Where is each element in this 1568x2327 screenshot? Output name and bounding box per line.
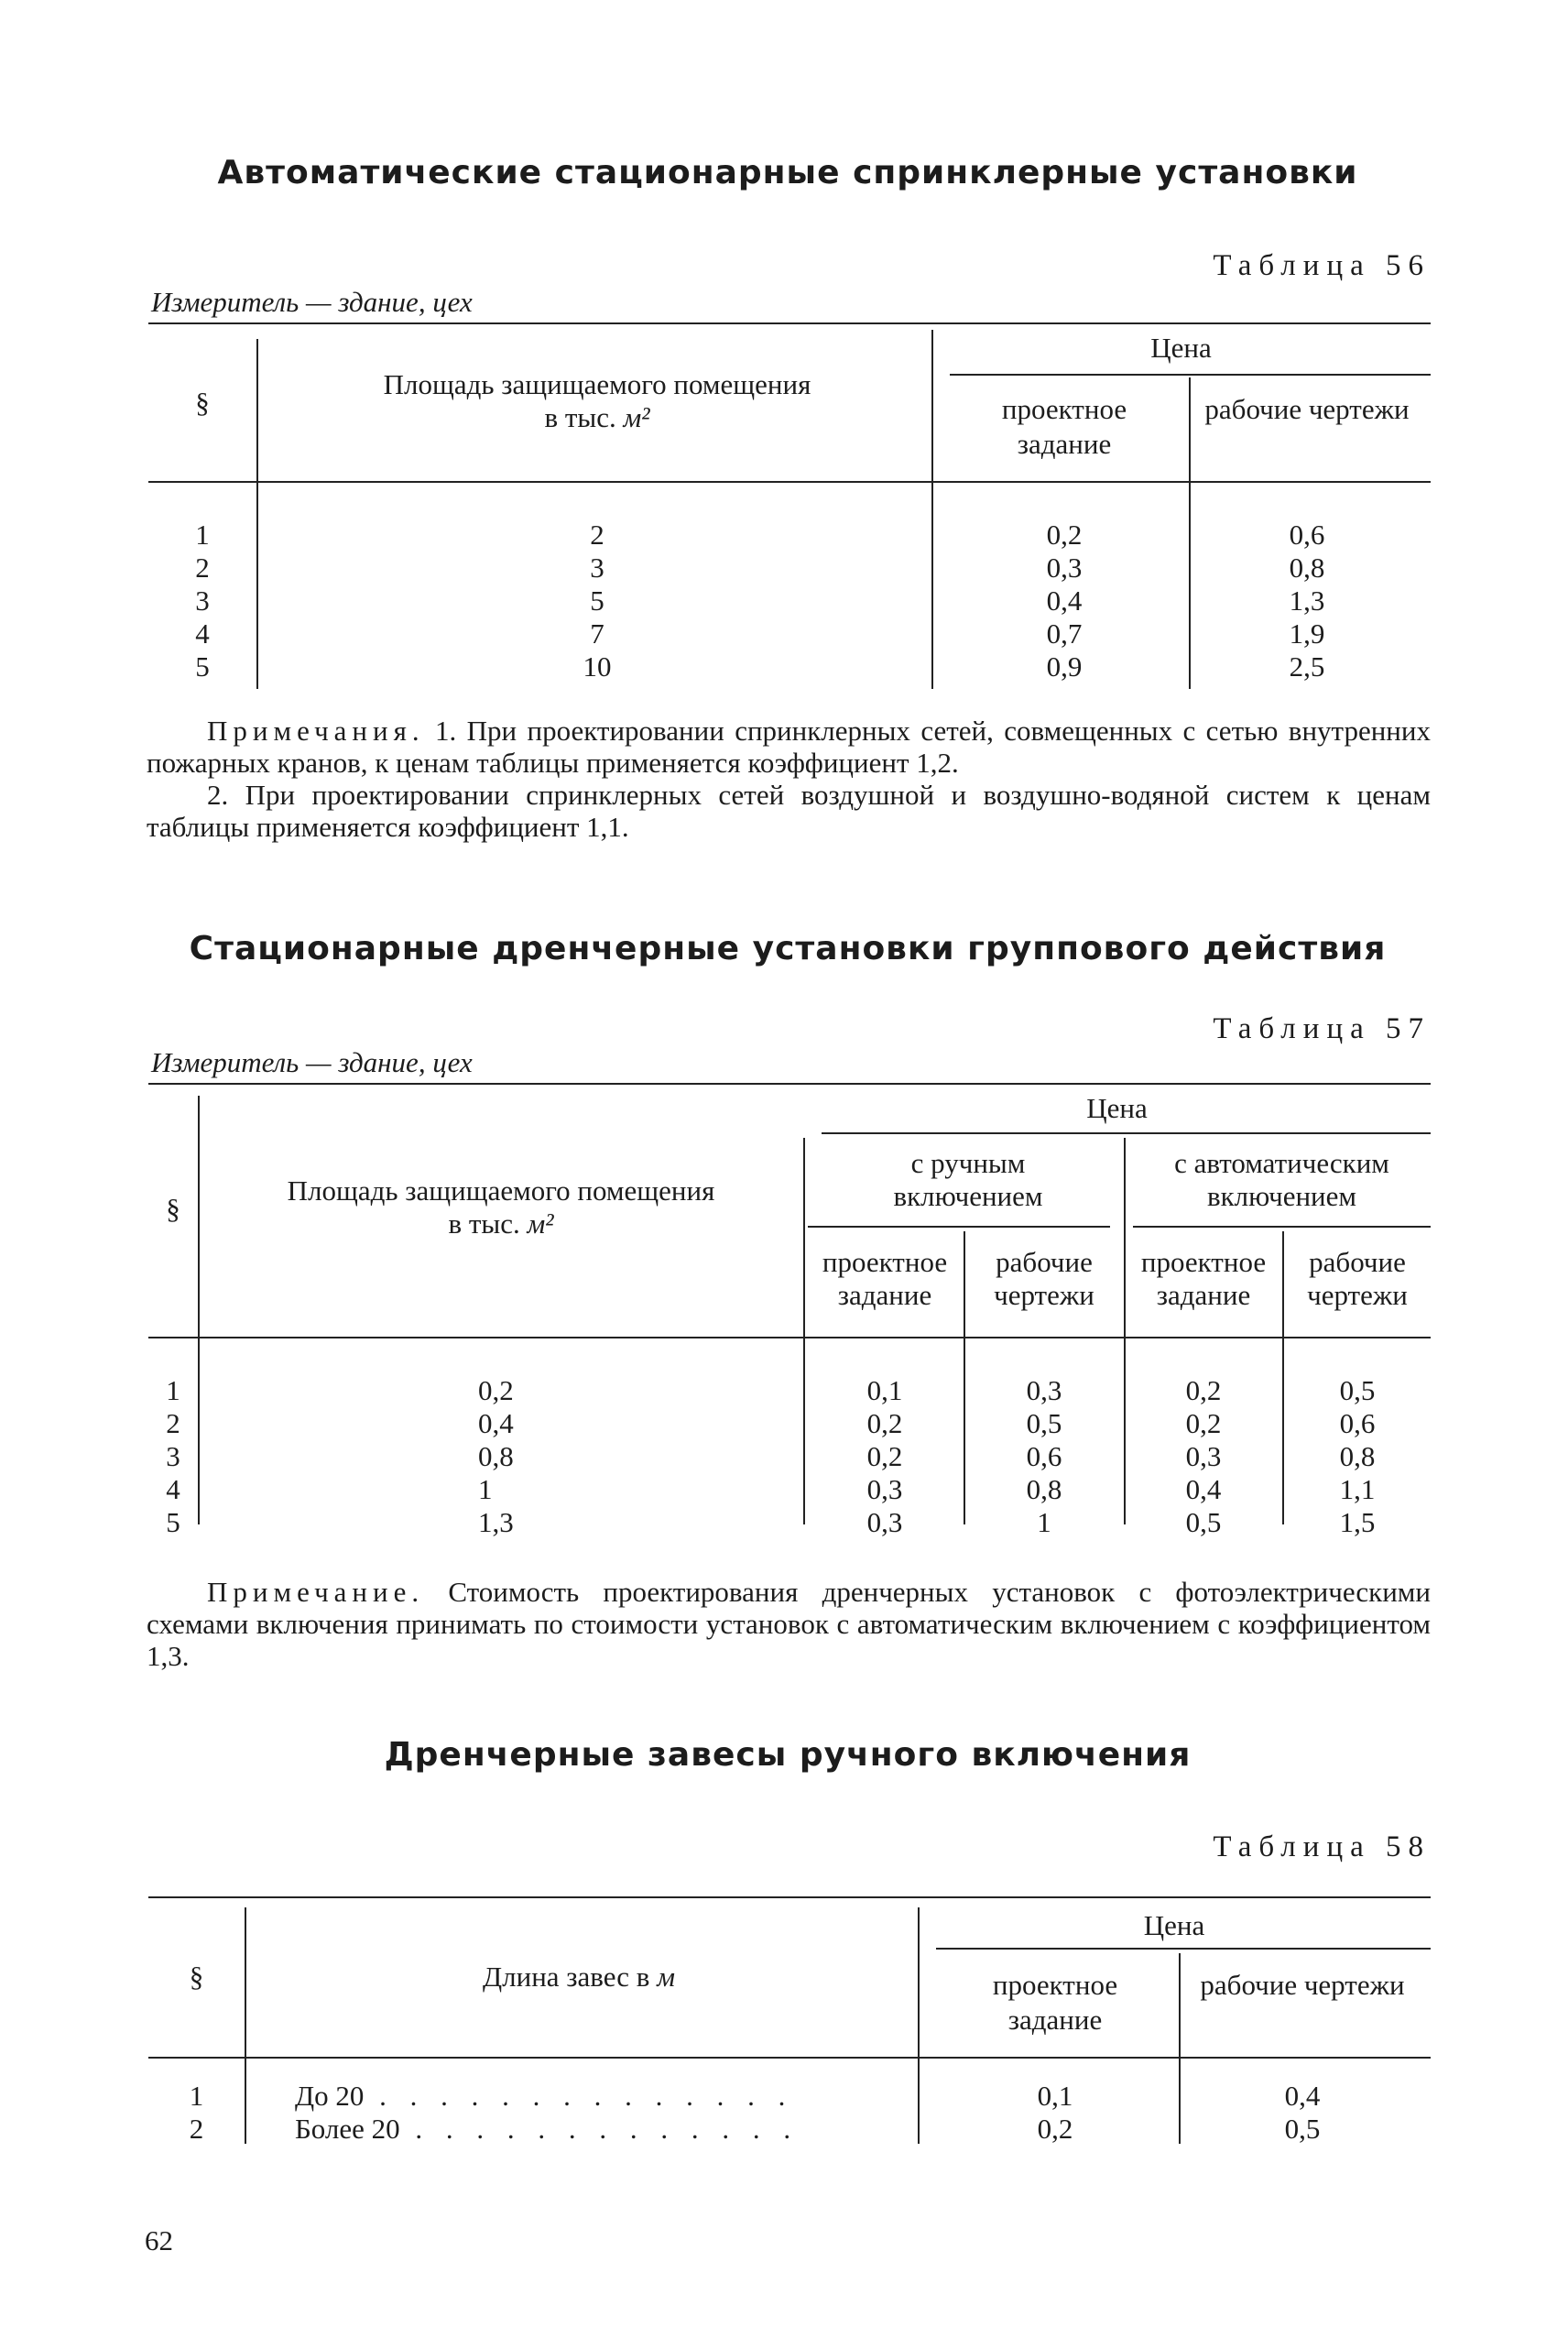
column-auto-drawings: 0,5 0,6 0,8 1,1 1,5	[1339, 1374, 1376, 1538]
table-row: 2	[189, 2113, 204, 2145]
header-design-task: проектное задание	[992, 1969, 1118, 2036]
table-label-58: Таблица 58	[1213, 1830, 1431, 1863]
header-area: Площадь защищаемого помещения в тыс. м²	[383, 368, 811, 433]
table-57	[148, 1083, 1431, 1541]
header-section-sign: §	[166, 1193, 180, 1225]
header-manual-design-task: проектное задание	[822, 1246, 948, 1311]
table-row: 1	[166, 1374, 180, 1406]
column-working-drawings: 0,6 0,8 1,3 1,9 2,5	[1289, 519, 1325, 683]
table-row: 3	[195, 584, 210, 617]
table-56	[148, 322, 1431, 689]
section-title-curtains: Дренчерные завесы ручного включения	[384, 1736, 1192, 1774]
column-manual-drawings: 0,3 0,5 0,6 0,8 1	[1026, 1374, 1062, 1538]
header-manual: с ручным включением	[893, 1147, 1043, 1212]
column-design-task: 0,1 0,2	[1037, 2080, 1073, 2145]
table-row: 2	[195, 552, 210, 584]
header-working-drawings: рабочие чертежи	[1204, 393, 1410, 425]
page-number: 62	[145, 2224, 173, 2256]
table-row: 1	[189, 2080, 204, 2112]
unit-line-56: Измеритель — здание, цех	[151, 286, 473, 318]
notes-label: Примечание.	[207, 1576, 425, 1608]
notes-label: Примечания.	[207, 715, 425, 747]
column-auto-design: 0,2 0,2 0,3 0,4 0,5	[1185, 1374, 1222, 1538]
notes-table-56	[147, 715, 1431, 843]
header-section-sign: §	[195, 387, 210, 419]
table-row: 1	[195, 519, 210, 551]
note-1: 1. При проектировании спринклерных сетей, совмещенных с сетью внутренних пожарных кранов, к ценам таблицы применяется коэффициент 1,2.	[147, 715, 1431, 779]
header-manual-working-drawings: рабочие чертежи	[994, 1246, 1094, 1311]
header-price: Цена	[1086, 1092, 1148, 1124]
notes-table-57	[147, 1576, 1431, 1672]
column-section-numbers	[148, 519, 256, 683]
table-label-56: Таблица 56	[1213, 249, 1431, 282]
column-section-numbers	[148, 1374, 198, 1539]
header-price: Цена	[1143, 1909, 1205, 1941]
table-row: 4	[195, 617, 210, 650]
header-auto-design-task: проектное задание	[1140, 1246, 1267, 1311]
table-row: 3	[166, 1440, 180, 1472]
section-title-deluge: Стационарные дренчерные установки группового действия	[189, 930, 1387, 967]
table-row: 5	[195, 650, 210, 683]
header-price: Цена	[1150, 332, 1212, 364]
header-auto-working-drawings: рабочие чертежи	[1307, 1246, 1408, 1311]
column-design-task: 0,2 0,3 0,4 0,7 0,9	[1046, 519, 1083, 683]
header-working-drawings: рабочие чертежи	[1200, 1969, 1405, 2001]
column-working-drawings: 0,4 0,5	[1284, 2080, 1321, 2145]
header-area: Площадь защищаемого помещения в тыс. м²	[287, 1174, 715, 1240]
section-title-sprinkler: Автоматические стационарные спринклерные установки	[217, 154, 1358, 191]
column-length: До 20 . . . . . . . . . . . . . . Более 20 . . . . . . . . . . . . .	[295, 2080, 800, 2145]
column-section-numbers	[148, 2080, 245, 2146]
header-automatic: с автоматическим включением	[1174, 1147, 1389, 1212]
table-label-57: Таблица 57	[1213, 1012, 1431, 1045]
header-section-sign: §	[189, 1961, 204, 1993]
note-2: 2. При проектировании спринклерных сетей воздушной и воздушно-водяной систем к ценам таблицы применяется коэффициент 1,1.	[147, 779, 1431, 843]
table-58	[148, 1896, 1431, 2153]
column-area: 0,2 0,4 0,8 1 1,3	[478, 1374, 514, 1538]
table-row: 5	[166, 1506, 180, 1538]
table-row: 2	[166, 1407, 180, 1439]
table-row: 4	[166, 1473, 180, 1505]
note-1: Стоимость проектирования дренчерных установок с фотоэлектрическими схемами включения принимать по стоимости установок с автоматическим включением с коэффициентом 1,3.	[147, 1576, 1431, 1672]
unit-line-57: Измеритель — здание, цех	[151, 1046, 473, 1078]
header-design-task: проектное задание	[1001, 393, 1127, 460]
column-manual-design: 0,1 0,2 0,2 0,3 0,3	[866, 1374, 903, 1538]
column-area: 2 3 5 7 10	[583, 519, 612, 683]
header-length: Длина завес в м	[483, 1961, 675, 1993]
